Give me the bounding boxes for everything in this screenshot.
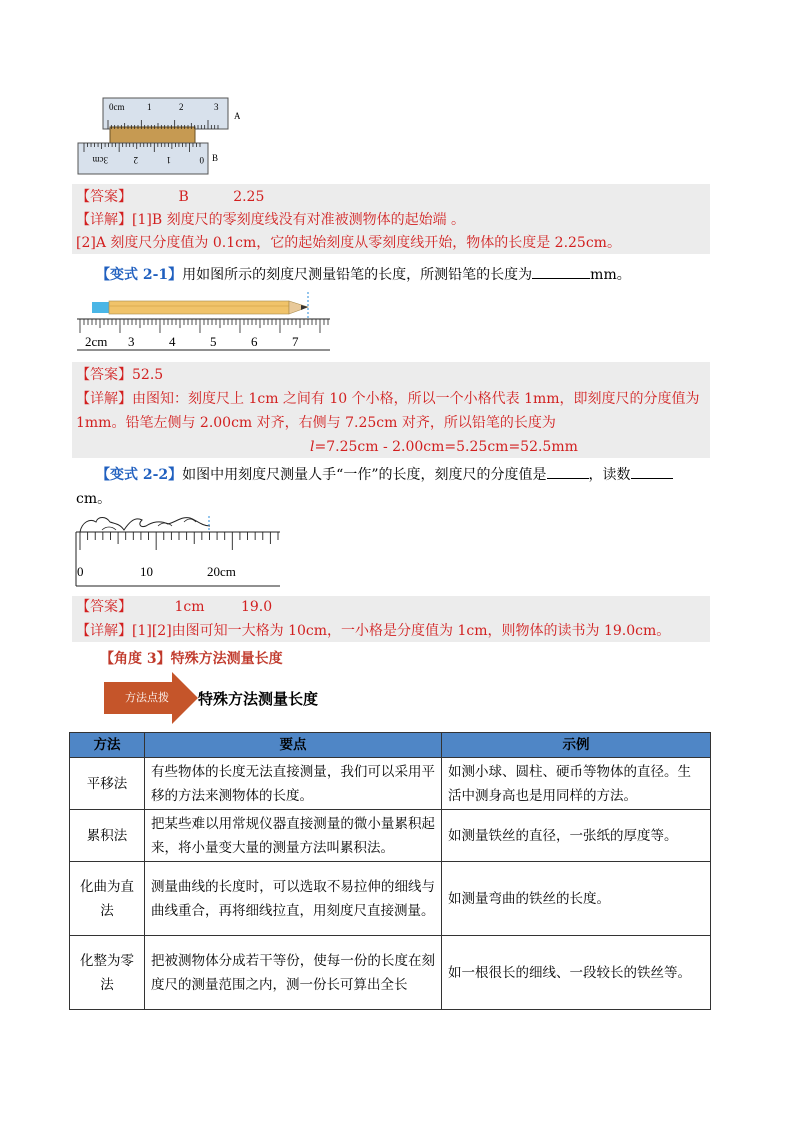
section-heading [100,648,730,670]
example-cell: 如一根很长的细线、一段较长的铁丝等。 [442,936,711,1010]
method-cell: 平移法 [70,758,145,810]
ruler-a-tick-0: 0cm [109,102,125,112]
answer-tag: 【答案】 [76,189,132,205]
pencil-ruler-label-3: 5 [210,334,217,349]
detail-tag: 【详解】 [76,212,132,228]
hand-ruler-label-1: 10 [140,564,153,579]
detail-line-1 [76,209,706,231]
formula-var: l [310,439,315,455]
variant-2-2-text-3: cm。 [76,491,112,507]
ruler-a-tick-1: 1 [147,102,152,112]
formula-line [310,436,578,458]
detail-text-1: [1]B 刻度尺的零刻度线没有对准被测物体的起始端 。 [132,212,466,228]
table-row [70,810,711,862]
points-cell: 把某些难以用常规仪器直接测量的微小量累积起来，将小量变大量的测量方法叫累积法。 [145,810,442,862]
detail-line-2 [76,232,706,254]
pencil-ruler-label-0: 2cm [85,334,108,349]
hand-ruler-figure [72,510,284,590]
answer-blank [631,464,673,479]
detail-line-2-2 [76,620,706,642]
ruler-a-label: A [234,111,240,121]
table-row [70,862,711,936]
variant-2-1-text: 用如图所示的刻度尺测量铅笔的长度，所测铅笔的长度为 [182,267,533,283]
pencil-ruler-figure [72,292,336,356]
variant-2-1-question [96,264,726,286]
variant-2-2-question-line-2 [76,488,706,510]
hand-ruler-label-2: 20cm [207,564,236,579]
detail-text-2: 1mm。铅笔左侧与 2.00cm 对齐，右侧与 7.25cm 对齐，所以铅笔的长度为 [76,415,556,431]
answer-line-2-1 [76,364,706,386]
header-example: 示例 [442,733,711,758]
answer-blank [532,264,590,279]
example-cell: 如测量铁丝的直径，一张纸的厚度等。 [442,810,711,862]
answer-value-1: B [178,189,189,205]
detail-tag: 【详解】 [76,623,132,639]
answer-tag: 【答案】 [76,599,132,615]
variant-2-1-tag: 【变式 2-1】 [96,267,183,283]
method-cell: 化整为零法 [70,936,145,1010]
pencil-ruler-label-4: 6 [251,334,258,349]
ruler-b-tick-1: 2 [133,155,138,165]
table-row [70,936,711,1010]
example-cell: 如测量弯曲的铁丝的长度。 [442,862,711,936]
ruler-a-tick-3: 3 [214,102,219,112]
answer-line-2-2 [76,596,706,618]
method-cell: 累积法 [70,810,145,862]
answer-blank [547,464,589,479]
answer-value-2: 19.0 [240,599,273,615]
ruler-a-tick-2: 2 [179,102,184,112]
detail-text: [1][2]由图可知一大格为 10cm，一小格是分度值为 1cm，则物体的读书为 19.0cm。 [132,623,671,639]
points-cell: 测量曲线的长度时，可以选取不易拉伸的细线与曲线重合，再将细线拉直，用刻度尺直接测量。 [145,862,442,936]
pencil-ruler-label-2: 4 [169,334,176,349]
detail-line-2-1b [76,412,706,434]
ruler-b-tick-3: 0 [199,155,204,165]
pencil-ruler-label-1: 3 [128,334,135,349]
ruler-b-tick-2: 1 [166,155,171,165]
table-row [70,758,711,810]
points-cell: 有些物体的长度无法直接测量，我们可以采用平移的方法来测物体的长度。 [145,758,442,810]
formula-rest: =7.25cm - 2.00cm=5.25cm=52.5mm [314,439,578,455]
answer-value-2: 2.25 [233,189,265,205]
pencil-ruler-label-5: 7 [292,334,299,349]
methods-table [69,732,711,1010]
answer-value-1: 1cm [174,599,205,615]
arrow-label: 方法点拨 [125,691,169,704]
answer-tag: 【答案】 [76,367,132,383]
rulers-ab-figure [70,95,240,180]
section-heading-text: 【角度 3】特殊方法测量长度 [100,651,283,667]
table-header-row [70,733,711,758]
answer-line-1 [76,186,706,208]
variant-2-2-text-2: ，读数 [588,467,631,483]
detail-tag: 【详解】 [76,391,132,407]
detail-text-1: 由图知：刻度尺上 1cm 之间有 10 个小格，所以一个小格代表 1mm，即刻度尺的分度值为 [132,391,700,407]
variant-2-2-text-1: 如图中用刻度尺测量人手“一作”的长度，刻度尺的分度值是 [182,467,547,483]
header-method: 方法 [70,733,145,758]
points-cell: 把被测物体分成若干等份，使每一份的长度在刻度尺的测量范围之内，测一份长可算出全长 [145,936,442,1010]
variant-2-1-unit: mm。 [590,267,631,283]
detail-text-2: [2]A 刻度尺分度值为 0.1cm，它的起始刻度从零刻度线开始，物体的长度是 2.25cm。 [76,235,621,251]
ruler-b-label: B [212,153,219,163]
detail-line-2-1a [76,388,706,410]
variant-2-2-tag: 【变式 2-2】 [96,467,183,483]
variant-2-2-question [96,464,726,486]
example-cell: 如测小球、圆柱、硬币等物体的直径。生活中测身高也是用同样的方法。 [442,758,711,810]
hand-ruler-label-0: 0 [77,564,84,579]
header-points: 要点 [145,733,442,758]
subheading: 特殊方法测量长度 [198,690,319,708]
method-cell: 化曲为直法 [70,862,145,936]
answer-value: 52.5 [132,367,164,383]
ruler-b-tick-0: 3cm [92,155,108,165]
